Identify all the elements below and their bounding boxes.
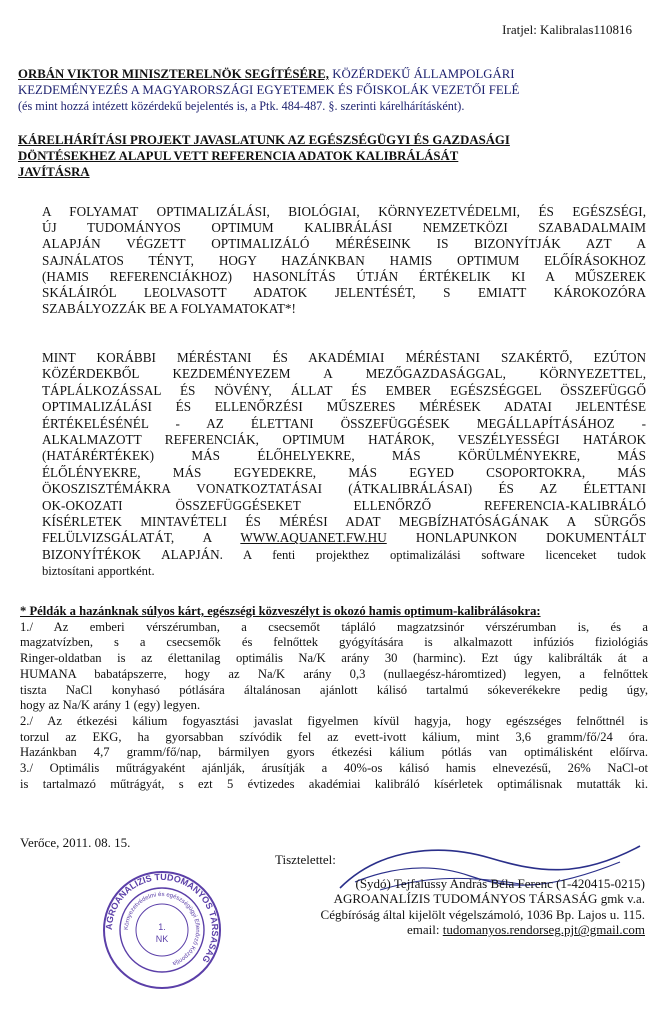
example-line: HUMANA babatápszerre, hogy az Na/K arány 0,3 (nullaegész-háromtized) legyen, a felnőttek (20, 666, 648, 681)
paragraph-2-line: (HATÁRÉRTÉKEK) MÁS ÉLŐHELYEKRE, MÁS KÖRÜLMÉNYEKRE, MÁS (42, 448, 646, 464)
signature-name: (Sydó) Tejfalussy András Béla Ferenc (1-420415-0215) (355, 875, 645, 891)
signature-block (275, 852, 645, 938)
example-line: Ringer-oldatban is az élettanilag optimális Na/K arány 30 (harminc). Ezt úgy kalibrálták át a (20, 651, 648, 666)
paragraph-1-line: SAJNÁLATOS TÉNYT, HOGY HAZÁNKBAN HAMIS OPTIMUM ELŐÍRÁSOKHOZ (42, 252, 646, 268)
link-before: FELÜLVIZSGÁLATÁT, A (42, 530, 241, 546)
paragraph-2-line: OK-OKOZATI ÖSSZEFÜGGÉSEKET ELLENŐRZŐ REFERENCIA-KALIBRÁLÓ (42, 497, 646, 513)
example-line: 1./ Az emberi vérszérumban, a csecsemőt tápláló magzatzsinór vérszérumban is, és a (20, 619, 648, 634)
email-link[interactable]: tudomanyos.rendorseg.pjt@gmail.com (442, 922, 645, 938)
subject-heading (18, 132, 646, 180)
example-line: 3./ Optimális műtrágyaként ajánlják, árusítják a 40%-os kálisó hamis elnevezésű, 26% NaCl-ot (20, 761, 648, 776)
document-date: Verőce, 2011. 08. 15. (20, 835, 131, 850)
paragraph-1-line: ÚJ TUDOMÁNYOS OPTIMUM KALIBRÁLÁSI NEMZETKÖZI SZABADALMAIM (42, 220, 646, 236)
paragraph-2-tail-line (42, 547, 646, 563)
paragraph-2-line: KÍSÉRLETEK MINTAVÉTELI ÉS MÉRÉSI ADAT MEGBÍZHATÓSÁGÁNAK A SÜRGŐS (42, 514, 646, 530)
paragraph-2-link-line (42, 530, 646, 546)
stamp-number: 1. (158, 922, 166, 932)
paragraph-1 (42, 204, 646, 317)
intro-line-2: KEZDEMÉNYEZÉS A MAGYARORSZÁGI EGYETEMEK ÉS FŐISKOLÁK VEZETŐI FELÉ (18, 83, 520, 97)
subject-line-3: JAVÍTÁSRA (18, 165, 90, 179)
paragraph-2 (42, 350, 646, 580)
website-link[interactable]: WWW.AQUANET.FW.HU (240, 530, 387, 546)
paragraph-1-line: SKÁLÁIRÓL LEOLVASOTT ADATOK JELENTÉSÉT, S EMIATT KÁROKOZÓRA (42, 285, 646, 301)
signature-greeting: Tisztelettel: (275, 852, 336, 867)
stamp-outer-text: AGROANALÍZIS TUDOMÁNYOS TÁRSASÁG (103, 871, 221, 965)
link-after: HONLAPUNKON DOKUMENTÁLT (386, 530, 646, 546)
tail-caps: BIZONYÍTÉKOK ALAPJÁN. (42, 546, 223, 562)
intro-lead: ORBÁN VIKTOR MINISZTERELNÖK SEGÍTÉSÉRE, (18, 67, 330, 81)
paragraph-1-line: SZABÁLYOZZÁK BE A FOLYAMATOKAT*! (42, 301, 296, 317)
example-line: tiszta NaCl konyhasó pótlására általánosan ajánlott kálisó tartalmú sókeverékekre pedig úgy, (20, 682, 648, 697)
example-line: hogy az Na/K arány 1 (egy) legyen. (20, 698, 201, 713)
paragraph-2-line: ALKALMAZOTT REFERENCIÁK, OPTIMUM HATÁROK, VESZÉLYESSÉGI HATÁROK (42, 432, 646, 448)
signature-court: Cégbíróság által kijelölt végelszámoló, 1036 Bp. Lajos u. 115. (320, 906, 645, 922)
stamp-code: NK (155, 934, 169, 944)
tail-normal: A fenti projekthez optimalizálási software licenceket tudok (222, 547, 646, 562)
example-line: is tartalmazó műtrágyát, s ezt 5 évtizedes akadémiai kalibráló kísérletek optimálisnak mutatták ki. (20, 776, 648, 791)
paragraph-2-line: ÖKOSZISZTÉMÁKRA VONATKOZTATÁSAI (ÁTKALIBRÁLÁSAI) ÉS AZ ÉLETTANI (42, 481, 646, 497)
subject-line-1: KÁRELHÁRÍTÁSI PROJEKT JAVASLATUNK AZ EGÉSZSÉGÜGYI ÉS GAZDASÁGI (18, 133, 510, 147)
examples-block (20, 604, 648, 792)
paragraph-2-line: ÉLŐLÉNYEKRE, MÁS EGYEDEKRE, MÁS EGYED CSOPORTOKRA, MÁS (42, 464, 646, 480)
paragraph-1-line: (HAMIS REFERENCIÁKHOZ) HASONLÍTÁS ÚTJÁN ÉRTÉKELIK KI A MŰSZEREK (42, 268, 646, 284)
examples-heading: * Példák a hazánknak súlyos kárt, egészségi közveszélyt is okozó hamis optimum-kalibrálásokra: (20, 604, 541, 618)
paragraph-1-line: ALAPJÁN VÉGZETT OPTIMALIZÁLÓ MÉRÉSEINK IS BIZONYÍTJÁK AZT A (42, 236, 646, 252)
intro-line-3: (és mint hozzá intézett közérdekű bejelentés is, a Ptk. 484-487. §. szerinti kárelhárításként). (18, 99, 465, 113)
intro-block (18, 66, 646, 114)
organization-stamp (100, 868, 224, 992)
paragraph-1-line: A FOLYAMAT OPTIMALIZÁLÁSI, BIOLÓGIAI, KÖRNYEZETVÉDELMI, ÉS EGÉSZSÉGI, (42, 204, 646, 219)
example-line: magzatvízben, s a csecsemők és felnőttek gyógyítására is alkalmazott infúziós fiziológiás (20, 635, 648, 650)
paragraph-2-line: TÁPLÁLKOZÁSSAL ÉS NÖVÉNY, ÁLLAT ÉS EMBER EGÉSZSÉGGEL ÖSSZEFÜGGŐ (42, 382, 646, 398)
paragraph-2-line: OPTIMALIZÁLÁSI ÉS ELLENŐRZÉSI MŰSZERES MÉRÉSEK ADATAI JELENTÉSE (42, 399, 646, 415)
subject-line-2: DÖNTÉSEKHEZ ALAPUL VETT REFERENCIA ADATOK KALIBRÁLÁSÁT (18, 149, 459, 163)
intro-line-1: KÖZÉRDEKŰ ÁLLAMPOLGÁRI (329, 67, 515, 81)
stamp-inner-text: Környezetvédelmi és egészségügyi Ellenőrző Központja (123, 891, 201, 967)
document-reference: Iratjel: Kalibralas110816 (502, 22, 632, 37)
paragraph-2-line: ÉRTÉKELÉSÉNÉL - AZ ÉLETTANI ÖSSZEFÜGGÉSEK MEGÁLLAPÍTÁSÁHOZ - (42, 415, 646, 431)
paragraph-2-last-line: biztosítani apportként. (42, 564, 155, 579)
signature-org: AGROANALÍZIS TUDOMÁNYOS TÁRSASÁG gmk v.a. (333, 891, 645, 907)
example-line: 2./ Az étkezési kálium fogyasztási javaslat figyelmen kívül hagyja, hogy egészséges felnőttnél is (20, 713, 648, 728)
signature-email-line (285, 922, 645, 938)
example-line: Hazánkban 4,7 gramm/fő/nap, bármilyen gyors étkezési kálium pótlás van optimálisként előírva. (20, 745, 648, 760)
example-line: torzul az EKG, ha gyorsabban szívódik fel az evett-ivott kálium, mint 3,6 gramm/fő/24 óra. (20, 729, 648, 744)
paragraph-2-line: MINT KORÁBBI MÉRÉSTANI ÉS AKADÉMIAI MÉRÉSTANI SZAKÉRTŐ, EZÚTON (42, 350, 646, 365)
paragraph-2-line: KÖZÉRDEKBŐL KEZDEMÉNYEZEM A MEZŐGAZDASÁGGAL, KÖRNYEZETTEL, (42, 366, 646, 382)
email-label: email: (407, 922, 443, 938)
